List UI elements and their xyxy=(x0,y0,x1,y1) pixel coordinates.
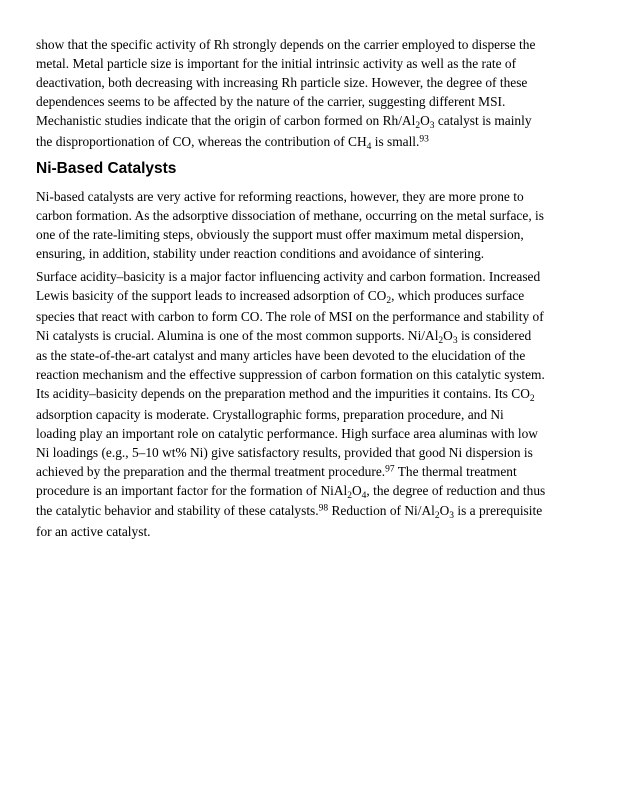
citation-reference: 97 xyxy=(385,464,395,474)
chemical-subscript: 2 xyxy=(415,121,421,131)
chemical-subscript: 2 xyxy=(386,296,392,306)
text-line: Ni loadings (e.g., 5–10 wt% Ni) give satisfactory results, provided that good Ni dispersion is xyxy=(36,444,533,460)
paragraph-rh-catalysts xyxy=(36,35,607,152)
text-line: species that react with carbon to form CO. The role of MSI on the performance and stability of xyxy=(36,308,544,324)
text-line: dependences seems to be affected by the nature of the carrier, suggesting different MSI. xyxy=(36,94,506,109)
text-line: Its acidity–basicity depends on the preparation method and the impurities it contains. Its $CO_2$ xyxy=(36,386,535,404)
text-line: the catalytic behavior and stability of these catalysts.$^{98}$ Reduction of $Ni/Al_2O_3$ is a prerequisite xyxy=(36,503,543,521)
chemical-subscript: 4 xyxy=(366,141,372,152)
chemical-subscript: 3 xyxy=(452,335,458,346)
text-line: Ni-based catalysts are very active for reforming reactions, however, they are more prone to xyxy=(36,189,524,204)
chemical-subscript: 2 xyxy=(438,335,444,346)
section-heading-ni-based-catalysts: Ni-Based Catalysts xyxy=(36,160,177,177)
text-line: one of the rate-limiting steps, obviously the support must offer maximum metal dispersion, xyxy=(36,227,524,242)
text-line: achieved by the preparation and the thermal treatment procedure.$^{97}$ The thermal treatment xyxy=(36,463,517,479)
text-line: show that the specific activity of Rh strongly depends on the carrier employed to disperse the xyxy=(36,37,536,52)
chemical-subscript: 3 xyxy=(429,121,435,131)
chemical-subscript: 2 xyxy=(529,394,535,404)
citation-reference: 93 xyxy=(419,134,429,144)
chemical-subscript: 3 xyxy=(449,511,455,521)
chemical-subscript: 4 xyxy=(361,490,367,501)
text-line: Mechanistic studies indicate that the origin of carbon formed on $Rh/Al_2O_3$ catalyst is mainly xyxy=(36,113,532,131)
text-line: as the state-of-the-art catalyst and many articles have been devoted to the elucidation of the xyxy=(36,348,526,363)
paragraph-ni-activity xyxy=(36,187,607,263)
text-line: Surface acidity–basicity is a major factor influencing activity and carbon formation. Increased xyxy=(36,269,541,284)
chemical-subscript: 2 xyxy=(434,511,440,521)
text-line: Lewis basicity of the support leads to increased adsorption of $CO_2$, which produces surface xyxy=(36,288,525,306)
text-line: loading play an important role on catalytic performance. High surface area aluminas with low xyxy=(36,425,538,441)
citation-reference: 98 xyxy=(318,503,329,514)
paragraph-surface-acidity xyxy=(36,267,607,541)
text-line: adsorption capacity is moderate. Crystallographic forms, preparation procedure, and Ni xyxy=(36,406,504,422)
text-line: ensuring, in addition, stability under reaction conditions and avoidance of sintering. xyxy=(36,246,485,261)
chemical-subscript: 2 xyxy=(347,490,352,501)
text-line: the disproportionation of CO, whereas the contribution of $CH_4$ is small.$^{93}$ xyxy=(36,133,429,152)
text-line: reaction mechanism and the effective suppression of carbon formation on this catalytic system. xyxy=(36,367,545,382)
text-line: Ni catalysts is crucial. Alumina is one of the most common supports. $Ni/Al_2O_3$ is considered xyxy=(36,327,532,346)
text-line: metal. Metal particle size is important for the initial intrinsic activity as well as the rate of xyxy=(36,56,517,71)
text-line: procedure is an important factor for the formation of $NiAl_2O_4$, the degree of reduction and thus xyxy=(36,482,546,501)
text-line: for an active catalyst. xyxy=(36,523,151,539)
text-line: deactivation, both decreasing with increasing Rh particle size. However, the degree of these xyxy=(36,75,528,90)
text-line: carbon formation. As the adsorptive dissociation of methane, occurring on the metal surface, is xyxy=(36,208,544,223)
